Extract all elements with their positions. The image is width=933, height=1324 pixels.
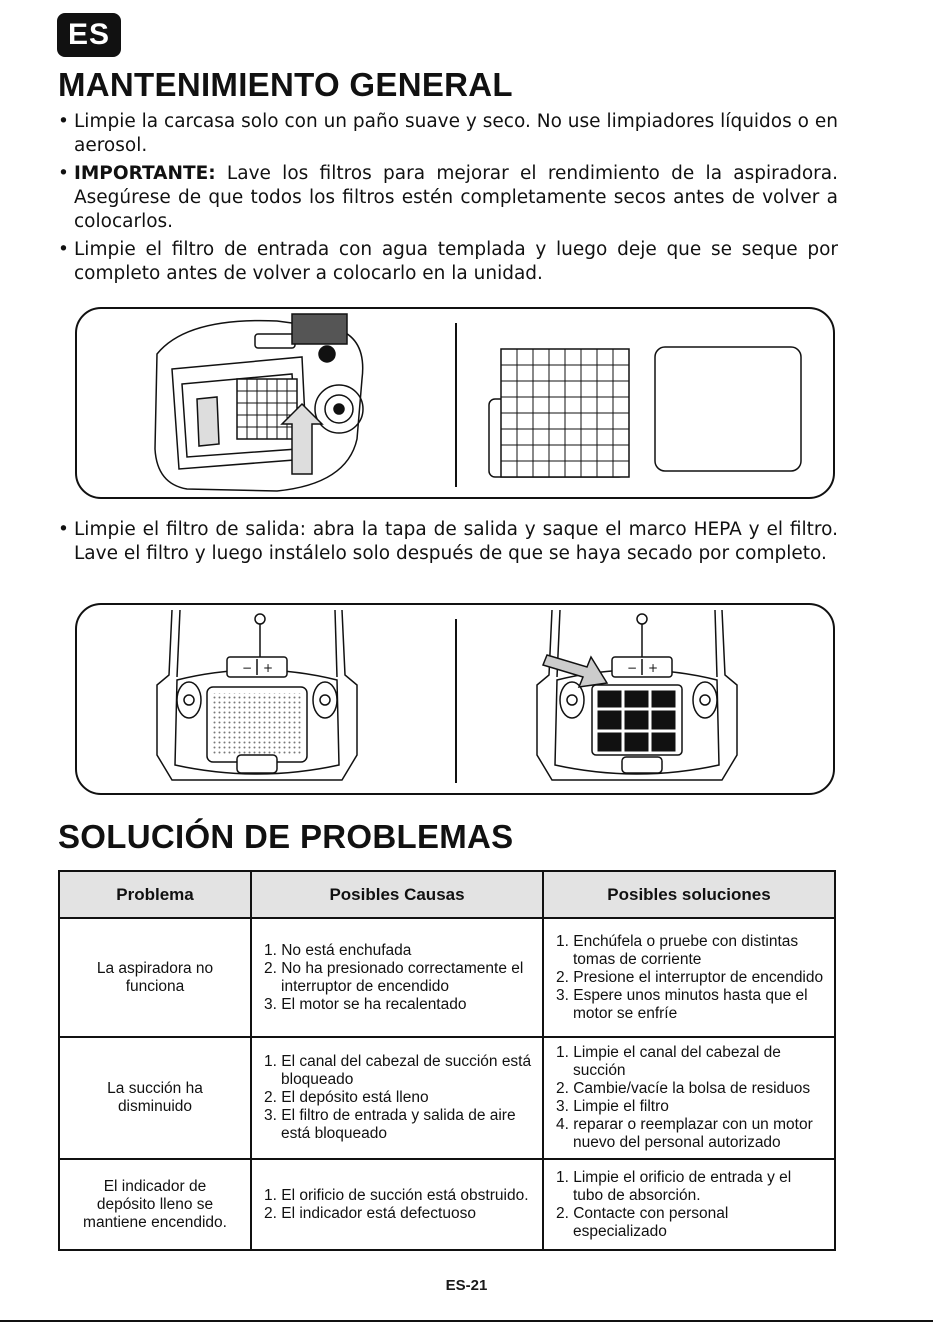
fig2-minus-left: − xyxy=(242,661,253,675)
solution-item: 1. Enchúfela o pruebe con distintas tomas de corriente xyxy=(556,932,799,968)
troubleshooting-table xyxy=(58,870,836,1251)
solution-item: 1. Limpie el orificio de entrada y el tubo de absorción. xyxy=(556,1168,792,1204)
solutions-cell xyxy=(543,1159,835,1250)
solution-item: 2. Contacte con personal especializado xyxy=(556,1204,729,1240)
inlet-filter-figure xyxy=(75,307,835,499)
language-badge: ES xyxy=(57,13,121,57)
causes-cell xyxy=(251,918,543,1037)
bullet-housing: • Limpie la carcasa solo con un paño suave y seco. No use limpiadores líquidos o en aerosol. xyxy=(58,110,838,158)
bullet-inlet-filter: • Limpie el filtro de entrada con agua templada y luego deje que se seque por completo antes de volver a colocarlo en la unidad. xyxy=(58,238,838,286)
cause-item: 2. El depósito está lleno xyxy=(264,1089,429,1106)
vacuum-open-icon xyxy=(155,314,363,491)
problem-cell: La aspiradora no funciona xyxy=(59,918,251,1037)
header-problem: Problema xyxy=(59,871,251,918)
solution-item: 3. Espere unos minutos hasta que el motor se enfríe xyxy=(556,986,808,1022)
cause-item: 1. El orificio de succión está obstruido. xyxy=(264,1186,529,1204)
bottom-rule xyxy=(0,1320,933,1322)
fig2-minus-right: − xyxy=(627,661,638,675)
cause-item: 1. No está enchufada xyxy=(264,941,412,959)
solution-item: 2. Cambie/vacíe la bolsa de residuos xyxy=(556,1080,811,1097)
solutions-cell xyxy=(543,918,835,1037)
problem-cell: El indicador de depósito lleno se mantiene encendido. xyxy=(59,1159,251,1250)
header-causes: Posibles Causas xyxy=(251,871,543,918)
sponge-filter-icon xyxy=(655,347,801,471)
cause-item: 2. El indicador está defectuoso xyxy=(264,1204,476,1222)
page-number: ES-21 xyxy=(445,1277,488,1294)
outlet-filter-figure xyxy=(75,603,835,795)
solutions-cell xyxy=(543,1037,835,1159)
causes-cell xyxy=(251,1159,543,1250)
solution-item: 1. Limpie el canal del cabezal de succión xyxy=(556,1044,781,1079)
table-row xyxy=(59,1037,835,1159)
figure-divider xyxy=(455,323,457,487)
vent-holes-icon xyxy=(213,693,301,756)
fig2-plus-right: + xyxy=(648,661,659,675)
table-header-row xyxy=(59,871,835,918)
figure-divider xyxy=(455,619,457,783)
outlet-filter-illustration xyxy=(77,605,837,797)
outlet-bullets xyxy=(58,518,838,570)
fig2-plus-left: + xyxy=(263,661,274,675)
vacuum-rear-closed-icon xyxy=(157,610,357,780)
solution-item: 2. Presione el interruptor de encendido xyxy=(556,968,824,986)
cause-item: 2. No ha presionado correctamente el interruptor de encendido xyxy=(264,959,524,995)
inlet-filter-grid-icon xyxy=(489,349,629,477)
table-row xyxy=(59,918,835,1037)
cause-item: 3. El filtro de entrada y salida de aire está bloqueado xyxy=(264,1107,516,1142)
cause-item: 3. El motor se ha recalentado xyxy=(264,995,467,1013)
causes-cell xyxy=(251,1037,543,1159)
maintenance-title: MANTENIMIENTO GENERAL xyxy=(58,66,513,103)
solution-item: 4. reparar o reemplazar con un motor nuevo del personal autorizado xyxy=(556,1116,813,1151)
solution-item: 3. Limpie el filtro xyxy=(556,1098,669,1115)
bullet-outlet-filter: • Limpie el filtro de salida: abra la tapa de salida y saque el marco HEPA y el filtro. Lave el filtro y luego instálelo solo después de que se haya secado por completo. xyxy=(58,518,838,566)
cause-item: 1. El canal del cabezal de succión está bloqueado xyxy=(264,1053,532,1088)
maintenance-bullets xyxy=(58,110,838,290)
hepa-filter-icon xyxy=(597,690,676,752)
inlet-filter-illustration xyxy=(77,309,837,501)
table-row xyxy=(59,1159,835,1250)
important-label: IMPORTANTE: xyxy=(74,163,216,184)
vacuum-rear-open-icon xyxy=(537,610,737,780)
troubleshooting-title: SOLUCIÓN DE PROBLEMAS xyxy=(58,818,514,855)
problem-cell: La succión ha disminuido xyxy=(59,1037,251,1159)
header-solutions: Posibles soluciones xyxy=(543,871,835,918)
bullet-important: • IMPORTANTE: Lave los filtros para mejorar el rendimiento de la aspiradora. Asegúrese de que todos los filtros estén completamente secos antes de volver a colocarlos. xyxy=(58,162,838,234)
